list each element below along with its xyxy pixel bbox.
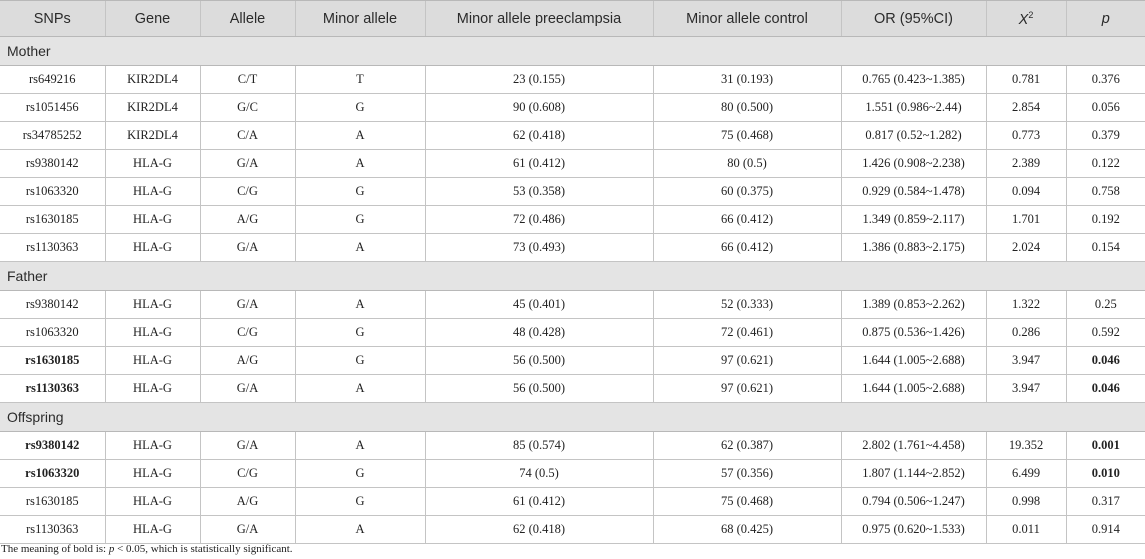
- cell-snp: rs34785252: [0, 122, 105, 150]
- cell-minor-allele-control: 60 (0.375): [653, 178, 841, 206]
- cell-gene: HLA-G: [105, 178, 200, 206]
- cell-snp: rs9380142: [0, 291, 105, 319]
- cell-chi-square: 1.322: [986, 291, 1066, 319]
- cell-snp: rs9380142: [0, 432, 105, 460]
- cell-allele: A/G: [200, 206, 295, 234]
- cell-minor-allele-preeclampsia: 53 (0.358): [425, 178, 653, 206]
- cell-gene: HLA-G: [105, 234, 200, 262]
- cell-minor-allele-control: 68 (0.425): [653, 516, 841, 544]
- cell-allele: G/C: [200, 94, 295, 122]
- col-header-minor-allele-preeclampsia: Minor allele preeclampsia: [425, 1, 653, 37]
- cell-minor-allele: T: [295, 66, 425, 94]
- cell-snp: rs1130363: [0, 234, 105, 262]
- cell-snp: rs1063320: [0, 178, 105, 206]
- cell-minor-allele: A: [295, 291, 425, 319]
- table-row: [0, 206, 1145, 234]
- cell-gene: HLA-G: [105, 460, 200, 488]
- cell-chi-square: 0.781: [986, 66, 1066, 94]
- cell-allele: A/G: [200, 347, 295, 375]
- section-header-row: [0, 403, 1145, 432]
- cell-gene: HLA-G: [105, 150, 200, 178]
- cell-p-value: 0.122: [1066, 150, 1145, 178]
- cell-snp: rs1063320: [0, 460, 105, 488]
- cell-minor-allele: G: [295, 178, 425, 206]
- cell-or-ci: 0.794 (0.506~1.247): [841, 488, 986, 516]
- cell-chi-square: 0.011: [986, 516, 1066, 544]
- cell-snp: rs9380142: [0, 150, 105, 178]
- cell-snp: rs1051456: [0, 94, 105, 122]
- table-row: [0, 178, 1145, 206]
- cell-chi-square: 19.352: [986, 432, 1066, 460]
- cell-allele: G/A: [200, 291, 295, 319]
- cell-or-ci: 1.426 (0.908~2.238): [841, 150, 986, 178]
- cell-p-value: 0.001: [1066, 432, 1145, 460]
- cell-minor-allele: G: [295, 460, 425, 488]
- table-row: [0, 234, 1145, 262]
- cell-minor-allele: G: [295, 319, 425, 347]
- header-row: [0, 1, 1145, 37]
- cell-minor-allele: A: [295, 516, 425, 544]
- cell-minor-allele-preeclampsia: 72 (0.486): [425, 206, 653, 234]
- cell-allele: G/A: [200, 516, 295, 544]
- cell-minor-allele: A: [295, 150, 425, 178]
- cell-or-ci: 1.389 (0.853~2.262): [841, 291, 986, 319]
- table-row: [0, 319, 1145, 347]
- cell-allele: C/A: [200, 122, 295, 150]
- cell-snp: rs649216: [0, 66, 105, 94]
- cell-or-ci: 0.765 (0.423~1.385): [841, 66, 986, 94]
- cell-minor-allele-control: 80 (0.5): [653, 150, 841, 178]
- table-row: [0, 291, 1145, 319]
- p-symbol: p: [1101, 10, 1110, 27]
- table-row: [0, 460, 1145, 488]
- col-header-chi-square: [986, 1, 1066, 37]
- cell-or-ci: 1.644 (1.005~2.688): [841, 375, 986, 403]
- cell-gene: HLA-G: [105, 347, 200, 375]
- cell-gene: HLA-G: [105, 206, 200, 234]
- cell-minor-allele: A: [295, 234, 425, 262]
- cell-chi-square: 2.854: [986, 94, 1066, 122]
- cell-minor-allele-control: 97 (0.621): [653, 347, 841, 375]
- cell-snp: rs1130363: [0, 375, 105, 403]
- cell-minor-allele-preeclampsia: 56 (0.500): [425, 375, 653, 403]
- cell-minor-allele-control: 66 (0.412): [653, 206, 841, 234]
- section-label: Mother: [0, 37, 1145, 66]
- cell-gene: KIR2DL4: [105, 66, 200, 94]
- col-header-minor-allele-control: Minor allele control: [653, 1, 841, 37]
- cell-chi-square: 3.947: [986, 347, 1066, 375]
- cell-chi-square: 1.701: [986, 206, 1066, 234]
- cell-gene: HLA-G: [105, 432, 200, 460]
- section-label: Offspring: [0, 403, 1145, 432]
- cell-or-ci: 1.807 (1.144~2.852): [841, 460, 986, 488]
- cell-minor-allele: G: [295, 206, 425, 234]
- cell-p-value: 0.914: [1066, 516, 1145, 544]
- cell-allele: A/G: [200, 488, 295, 516]
- cell-allele: G/A: [200, 432, 295, 460]
- cell-chi-square: 2.389: [986, 150, 1066, 178]
- cell-gene: HLA-G: [105, 291, 200, 319]
- table-row: [0, 122, 1145, 150]
- cell-minor-allele-control: 66 (0.412): [653, 234, 841, 262]
- cell-allele: G/A: [200, 375, 295, 403]
- cell-minor-allele-control: 52 (0.333): [653, 291, 841, 319]
- cell-snp: rs1130363: [0, 516, 105, 544]
- footnote-prefix: The meaning of bold is:: [1, 543, 109, 555]
- chi-square-exponent: 2: [1028, 9, 1034, 20]
- cell-chi-square: 0.094: [986, 178, 1066, 206]
- table-row: [0, 516, 1145, 544]
- cell-minor-allele: G: [295, 488, 425, 516]
- cell-minor-allele-preeclampsia: 85 (0.574): [425, 432, 653, 460]
- cell-gene: HLA-G: [105, 319, 200, 347]
- cell-or-ci: 1.349 (0.859~2.117): [841, 206, 986, 234]
- cell-allele: C/G: [200, 178, 295, 206]
- table-row: [0, 375, 1145, 403]
- cell-chi-square: 6.499: [986, 460, 1066, 488]
- cell-snp: rs1630185: [0, 206, 105, 234]
- cell-p-value: 0.154: [1066, 234, 1145, 262]
- cell-gene: HLA-G: [105, 516, 200, 544]
- col-header-snps: SNPs: [0, 1, 105, 37]
- col-header-p: [1066, 1, 1145, 37]
- cell-minor-allele-preeclampsia: 73 (0.493): [425, 234, 653, 262]
- cell-minor-allele-control: 97 (0.621): [653, 375, 841, 403]
- cell-snp: rs1630185: [0, 488, 105, 516]
- table-row: [0, 488, 1145, 516]
- cell-allele: G/A: [200, 234, 295, 262]
- cell-chi-square: 2.024: [986, 234, 1066, 262]
- cell-minor-allele-control: 80 (0.500): [653, 94, 841, 122]
- cell-minor-allele: A: [295, 432, 425, 460]
- cell-minor-allele-preeclampsia: 62 (0.418): [425, 122, 653, 150]
- cell-minor-allele-preeclampsia: 56 (0.500): [425, 347, 653, 375]
- cell-p-value: 0.056: [1066, 94, 1145, 122]
- cell-allele: G/A: [200, 150, 295, 178]
- cell-or-ci: 1.551 (0.986~2.44): [841, 94, 986, 122]
- table-row: [0, 94, 1145, 122]
- cell-or-ci: 0.817 (0.52~1.282): [841, 122, 986, 150]
- cell-p-value: 0.010: [1066, 460, 1145, 488]
- cell-minor-allele-preeclampsia: 61 (0.412): [425, 488, 653, 516]
- cell-p-value: 0.046: [1066, 347, 1145, 375]
- section-header-row: [0, 37, 1145, 66]
- cell-or-ci: 1.644 (1.005~2.688): [841, 347, 986, 375]
- table-row: [0, 432, 1145, 460]
- cell-gene: KIR2DL4: [105, 122, 200, 150]
- col-header-minor-allele: Minor allele: [295, 1, 425, 37]
- cell-chi-square: 0.773: [986, 122, 1066, 150]
- cell-chi-square: 3.947: [986, 375, 1066, 403]
- cell-minor-allele-preeclampsia: 23 (0.155): [425, 66, 653, 94]
- cell-p-value: 0.376: [1066, 66, 1145, 94]
- section-header-row: [0, 262, 1145, 291]
- cell-gene: HLA-G: [105, 375, 200, 403]
- cell-or-ci: 2.802 (1.761~4.458): [841, 432, 986, 460]
- cell-p-value: 0.379: [1066, 122, 1145, 150]
- table-footnote: [1, 543, 293, 555]
- cell-or-ci: 0.875 (0.536~1.426): [841, 319, 986, 347]
- cell-or-ci: 0.975 (0.620~1.533): [841, 516, 986, 544]
- cell-minor-allele: G: [295, 347, 425, 375]
- cell-minor-allele-control: 57 (0.356): [653, 460, 841, 488]
- cell-p-value: 0.046: [1066, 375, 1145, 403]
- chi-square-symbol: X: [1018, 11, 1029, 28]
- cell-minor-allele-preeclampsia: 48 (0.428): [425, 319, 653, 347]
- cell-gene: HLA-G: [105, 488, 200, 516]
- cell-minor-allele-preeclampsia: 45 (0.401): [425, 291, 653, 319]
- cell-minor-allele-control: 75 (0.468): [653, 122, 841, 150]
- table-row: [0, 347, 1145, 375]
- table-row: [0, 66, 1145, 94]
- cell-minor-allele-preeclampsia: 61 (0.412): [425, 150, 653, 178]
- cell-gene: KIR2DL4: [105, 94, 200, 122]
- col-header-allele: Allele: [200, 1, 295, 37]
- cell-allele: C/T: [200, 66, 295, 94]
- cell-snp: rs1630185: [0, 347, 105, 375]
- cell-or-ci: 0.929 (0.584~1.478): [841, 178, 986, 206]
- table-body: [0, 37, 1145, 544]
- cell-minor-allele-preeclampsia: 90 (0.608): [425, 94, 653, 122]
- section-label: Father: [0, 262, 1145, 291]
- cell-minor-allele: A: [295, 122, 425, 150]
- cell-snp: rs1063320: [0, 319, 105, 347]
- cell-p-value: 0.192: [1066, 206, 1145, 234]
- cell-minor-allele: A: [295, 375, 425, 403]
- cell-minor-allele-control: 62 (0.387): [653, 432, 841, 460]
- cell-chi-square: 0.286: [986, 319, 1066, 347]
- cell-minor-allele-control: 72 (0.461): [653, 319, 841, 347]
- cell-minor-allele-preeclampsia: 74 (0.5): [425, 460, 653, 488]
- cell-or-ci: 1.386 (0.883~2.175): [841, 234, 986, 262]
- cell-p-value: 0.317: [1066, 488, 1145, 516]
- cell-minor-allele-preeclampsia: 62 (0.418): [425, 516, 653, 544]
- table-row: [0, 150, 1145, 178]
- cell-p-value: 0.25: [1066, 291, 1145, 319]
- cell-p-value: 0.758: [1066, 178, 1145, 206]
- footnote-suffix: < 0.05, which is statistically significant.: [114, 543, 293, 555]
- cell-minor-allele: G: [295, 94, 425, 122]
- footnote-p-symbol: p: [108, 543, 115, 555]
- cell-allele: C/G: [200, 460, 295, 488]
- cell-minor-allele-control: 31 (0.193): [653, 66, 841, 94]
- cell-p-value: 0.592: [1066, 319, 1145, 347]
- col-header-or-ci: OR (95%CI): [841, 1, 986, 37]
- cell-minor-allele-control: 75 (0.468): [653, 488, 841, 516]
- cell-allele: C/G: [200, 319, 295, 347]
- cell-chi-square: 0.998: [986, 488, 1066, 516]
- col-header-gene: Gene: [105, 1, 200, 37]
